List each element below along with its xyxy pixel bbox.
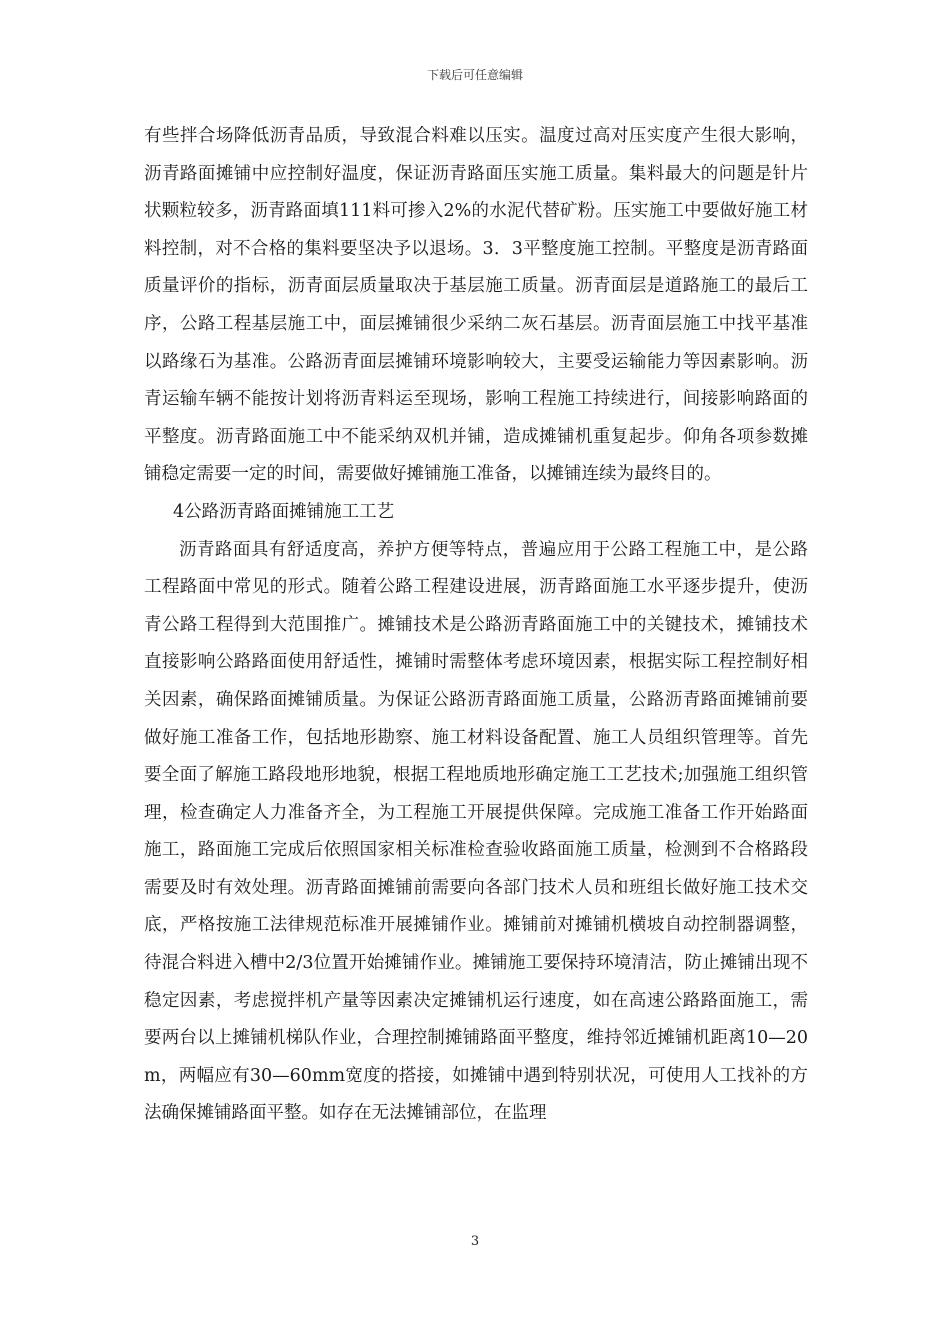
body-paragraph-2: 沥青路面具有舒适度高，养护方便等特点，普遍应用于公路工程施工中，是公路工程路面中常见的形式。随着公路工程建设进展，沥青路面施工水平逐步提升，使沥青公路工程得到大范围推广。摊铺技术是公路沥青路面施工中的关键技术，摊铺技术直接影响公路路面使用舒适性，摊铺时需整体考虑环境因素，根据实际工程控制好相关因素，确保路面摊铺质量。为保证公路沥青路面施工质量，公路沥青路面摊铺前要做好施工准备工作，包括地形勘察、施工材料设备配置、施工人员组织管理等。首先要全面了解施工路段地形地貌，根据工程地质地形确定施工工艺技术;加强施工组织管理，检查确定人力准备齐全，为工程施工开展提供保障。完成施工准备工作开始路面施工，路面施工完成后依照国家相关标准检查验收路面施工质量，检测到不合格路段需要及时有效处理。沥青路面摊铺前需要向各部门技术人员和班组长做好施工技术交底，严格按施工法律规范标准开展摊铺作业。摊铺前对摊铺机横坡自动控制器调整，待混合料进入槽中2/3位置开始摊铺作业。摊铺施工要保持环境清洁，防止摊铺出现不稳定因素，考虑搅拌机产量等因素决定摊铺机运行速度，如在高速公路路面施工，需要两台以上摊铺机梯队作业，合理控制摊铺路面平整度，维持邻近摊铺机距离10—20m，两幅应有30—60mm宽度的搭接，如摊铺中遇到特别状况，可使用人工找补的方法确保摊铺路面平整。如存在无法摊铺部位，在监理 — [144, 539, 808, 1124]
document-body — [144, 118, 808, 1133]
section-heading: 4公路沥青路面摊铺施工工艺 — [173, 501, 395, 522]
header-note: 下载后可任意编辑 — [426, 68, 523, 82]
page-number: 3 — [470, 1234, 480, 1249]
body-paragraph-1: 有些拌合场降低沥青品质，导致混合料难以压实。温度过高对压实度产生很大影响，沥青路面摊铺中应控制好温度，保证沥青路面压实施工质量。集料最大的问题是针片状颗粒较多，沥青路面填111料可掺入2%的水泥代替矿粉。压实施工中要做好施工材料控制，对不合格的集料要坚决予以退场。3．3平整度施工控制。平整度是沥青路面质量评价的指标，沥青面层质量取决于基层施工质量。沥青面层是道路施工的最后工序，公路工程基层施工中，面层摊铺很少采纳二灰石基层。沥青面层施工中找平基准以路缘石为基准。公路沥青面层摊铺环境影响较大，主要受运输能力等因素影响。沥青运输车辆不能按计划将沥青料运至现场，影响工程施工持续进行，间接影响路面的平整度。沥青路面施工中不能采纳双机并铺，造成摊铺机重复起步。仰角各项参数摊铺稳定需要一定的时间，需要做好摊铺施工准备，以摊铺连续为最终目的。 — [144, 126, 808, 485]
